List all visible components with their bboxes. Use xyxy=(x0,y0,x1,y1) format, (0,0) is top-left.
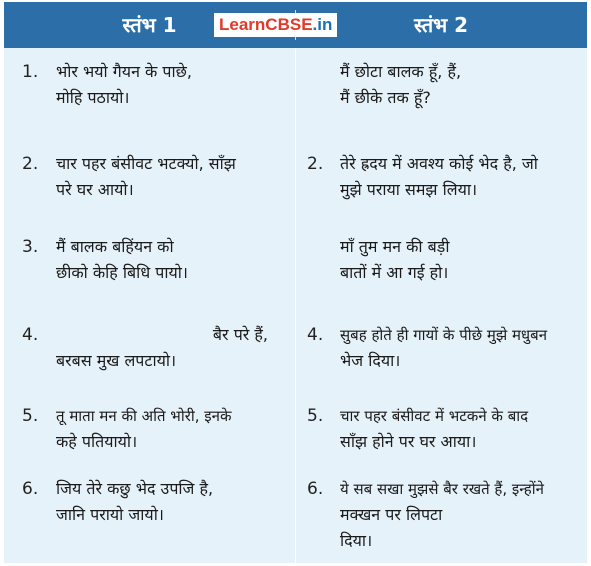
right-text-line: भेज दिया। xyxy=(340,351,401,370)
right-text-line: चार पहर बंसीवट में भटकने के बाद xyxy=(340,407,529,425)
right-text-line: मैं छीके तक हूँ? xyxy=(340,88,431,107)
matching-table xyxy=(4,2,587,563)
right-text-line: सुबह होते ही गायों के पीछे मुझे मधुबन xyxy=(340,326,548,344)
right-number: 2. xyxy=(307,154,324,174)
column-divider xyxy=(295,48,296,563)
left-number: 6. xyxy=(22,479,39,499)
right-text-line: मक्खन पर लिपटा xyxy=(340,505,443,524)
left-text-line: बैर परे हैं, xyxy=(212,325,268,344)
right-text-line: साँझ होने पर घर आया। xyxy=(340,432,477,451)
right-number: 4. xyxy=(307,325,324,345)
right-text-line: तेरे ह्रदय में अवश्य कोई भेद है, जो xyxy=(340,154,538,173)
column-2-heading: स्तंभ 2 xyxy=(413,13,469,37)
left-text-line: जानि परायो जायो। xyxy=(56,505,164,524)
right-text-line: बातों में आ गई हो। xyxy=(340,263,449,282)
left-text-line: बरबस मुख लपटायो। xyxy=(56,351,177,370)
left-number: 5. xyxy=(22,406,39,426)
left-text-line: चार पहर बंसीवट भटक्यो, साँझ xyxy=(56,154,236,173)
table-header xyxy=(4,2,587,48)
right-number: 6. xyxy=(307,479,324,499)
column-1-heading: स्तंभ 1 xyxy=(122,13,177,37)
left-number: 2. xyxy=(22,154,39,174)
right-text-line: मुझे पराया समझ लिया। xyxy=(340,180,478,199)
left-text-line: परे घर आयो। xyxy=(56,180,134,199)
left-number: 3. xyxy=(22,237,39,257)
left-text-line: तू माता मन की अति भोरी, इनके xyxy=(56,407,232,425)
left-text-line: जिय तेरे कछु भेद उपजि है, xyxy=(56,479,214,498)
right-text-line: दिया। xyxy=(340,531,373,550)
right-text-line: ये सब सखा मुझसे बैर रखते हैं, इन्होंने xyxy=(340,480,544,498)
right-text-line: मैं छोटा बालक हूँ, हैं, xyxy=(340,62,462,81)
right-text-line: माँ तुम मन की बड़ी xyxy=(340,237,450,256)
right-number: 5. xyxy=(307,406,324,426)
left-number: 4. xyxy=(22,325,39,345)
left-text-line: छीको केहि बिधि पायो। xyxy=(56,263,188,282)
left-text-line: मोहि पठायो। xyxy=(56,88,130,107)
left-text-line: भोर भयो गैयन के पाछे, xyxy=(56,62,192,81)
learncbse-logo: LearnCBSE.in xyxy=(214,13,337,37)
left-number: 1. xyxy=(22,62,39,82)
left-text-line: मैं बालक बहिंयन को xyxy=(56,237,174,256)
left-text-line: कहे पतियायो। xyxy=(56,432,138,451)
